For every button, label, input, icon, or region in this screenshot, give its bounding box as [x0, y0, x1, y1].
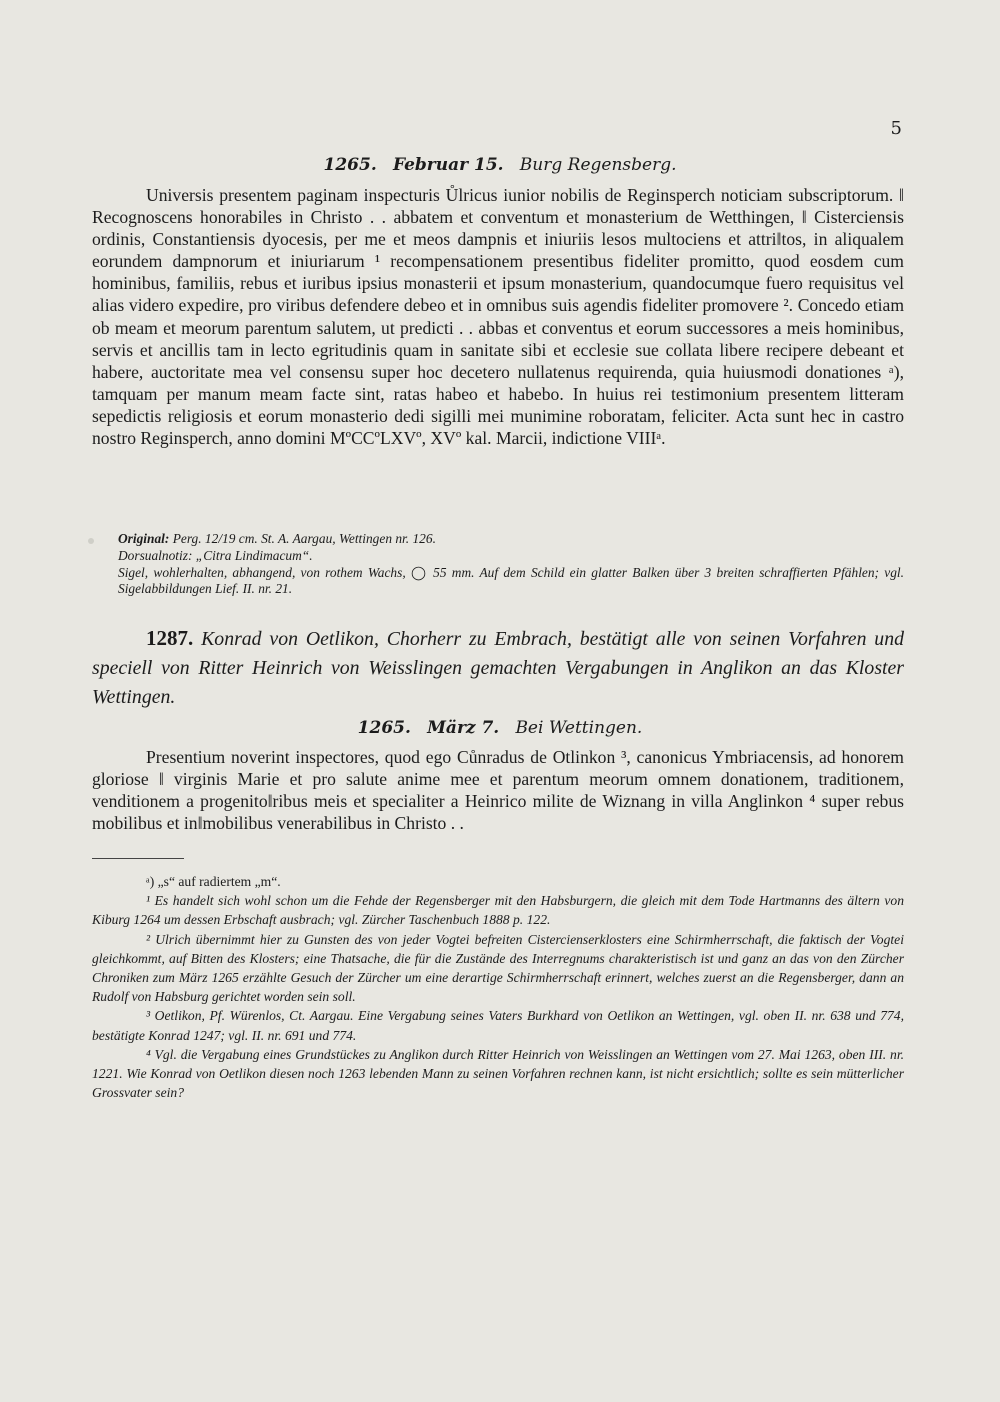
footnote-1: ¹ Es handelt sich wohl schon um die Fehde der Regensberger mit den Habsburgern, die gleich mit dem Tode Hartmanns des ältern von Kiburg 1264 um dessen Erbschaft ausbrach; vgl. Zürcher Taschenbuch 1888 p. 122. — [92, 893, 904, 928]
entry1-source-note — [92, 531, 904, 598]
footnote-3: ³ Oetlikon, Pf. Würenlos, Ct. Aargau. Eine Vergabung seines Vaters Burkhard von Oetlikon an Wettingen, vgl. oben II. nr. 638 und 774, bestätigte Konrad 1247; vgl. II. nr. 691 und 774. — [92, 1008, 904, 1043]
entry2-date-year: 1265. — [357, 718, 411, 738]
entry1-date-place: Burg Regensberg. — [519, 155, 677, 175]
seal-note: Sigel, wohlerhalten, abhangend, von rothem Wachs, ◯ 55 mm. Auf dem Schild ein glatter Balken über 3 breiten schraffierten Pfählen; vgl. Sigelabbildungen Lief. II. nr. 21. — [118, 564, 904, 597]
entry2-date-place: Bei Wettingen. — [515, 718, 643, 738]
entry2-charter-text — [92, 746, 904, 834]
entry1-date — [0, 155, 1000, 175]
footnote-4: ⁴ Vgl. die Vergabung eines Grundstückes zu Anglikon durch Ritter Heinrich von Weisslingen an Wettingen vom 27. Mai 1263, oben III. nr. 1221. Wie Konrad von Oetlikon diesen noch 1263 lebenden Mann zu seinen Vorfahren rechnen kann, ist nicht ersichtlich; sollte es sein mütterlicher Grossvater sein? — [92, 1046, 904, 1101]
entry2-paragraph: Presentium noverint inspectores, quod ego Cůnradus de Otlinkon ³, canonicus Ymbriacensis, ad honorem gloriose ‖ virginis Marie et pro salute anime mee et parentum meorum omnem donationem, traditionem, venditionem a progenito‖ribus meis et specialiter a Heinrico milite de Wiznang in villa Anglinkon ⁴ super rebus mobilibus et in‖mobilibus venerabilibus in Christo . . — [92, 747, 904, 834]
entry1-date-year: 1265. — [323, 155, 377, 175]
entry1-charter-text — [92, 184, 904, 449]
entry2-summary: Konrad von Oetlikon, Chorherr zu Embrach, bestätigt alle von seinen Vorfahren und speciell von Ritter Heinrich von Weisslingen gemachten Vergabungen in Anglikon an das Kloster Wettingen. — [92, 628, 904, 708]
source-text: Perg. 12/19 cm. St. A. Aargau, Wettingen nr. 126. — [172, 531, 436, 546]
entry2-date — [0, 718, 1000, 738]
entry1-date-day: Februar 15. — [392, 155, 504, 175]
page-number: 5 — [890, 118, 902, 139]
entry2-date-day: März 7. — [427, 718, 500, 738]
dorsual-note: Dorsualnotiz: „Citra Lindimacum“. — [118, 547, 313, 563]
source-label: Original: — [118, 531, 170, 546]
footnote-divider — [92, 858, 184, 859]
footnotes — [92, 872, 904, 1102]
entry2-heading — [92, 624, 904, 712]
entry1-paragraph: Universis presentem paginam inspecturis Ůlricus iunior nobilis de Reginsperch noticiam subscriptorum. ‖ Recognoscens honorabiles in Christo . . abbatem et conventum et monasterium de Wetthingen, ‖ Cisterciensis ordinis, Constantiensis dyocesis, per me et meos dampnis et iniuriis lesos multociens et attri‖tos, in aliqualem eorundem dampnorum et iniuriarum ¹ recompensationem presentibus fideliter promitto, quod eosdem cum hominibus, familiis, rebus et iuribus ipsius monasterii et ipsum monasterium, quandocumque fuero requisitus vel alias videro expedire, pro viribus defendere debeo et in omnibus suis agendis fideliter promovere ². Concedo etiam ob meam et meorum parentum salutem, ut predicti . . abbas et conventus et eorum successores a meis hominibus, servis et ancillis tam in lecto egritudinis quam in sanitate sibi et ecclesie sue collata libere recipere debeant et habere, auctoritate mea vel consensu super hoc decetero nullatenus requirenda, quia huiusmodi donationes ᵃ), tamquam per manum meam facte sint, ratas habeo et habebo. In huius rei testimonium presentem litteram sepedictis religiosis et eorum monasterio dedi sigilli mei munimine roboratam, feliciter. Acta sunt hec in castro nostro Reginsperch, anno domini MºCCºLXVº, XVº kal. Marcii, indictione VIIIᵃ. — [92, 185, 904, 449]
footnote-a: ᵃ) „s“ auf radiertem „m“. — [146, 874, 281, 889]
entry2-number: 1287. — [146, 626, 194, 650]
footnote-2: ² Ulrich übernimmt hier zu Gunsten des von jeder Vogtei befreiten Cistercienserklosters eine Schirmherrschaft, die faktisch der Vogtei gleichkommt, auf Bitten des Klosters; eine Thatsache, die für die Zustände des Interregnums charakteristisch ist und ganz an das von den Zürcher Chroniken zum März 1265 erzählte Gesuch der Zürcher um eine derartige Schirmherrschaft erinnert, welches zuerst an die Regensberger, dann an Rudolf von Habsburg gerichtet worden sein soll. — [92, 931, 904, 1005]
